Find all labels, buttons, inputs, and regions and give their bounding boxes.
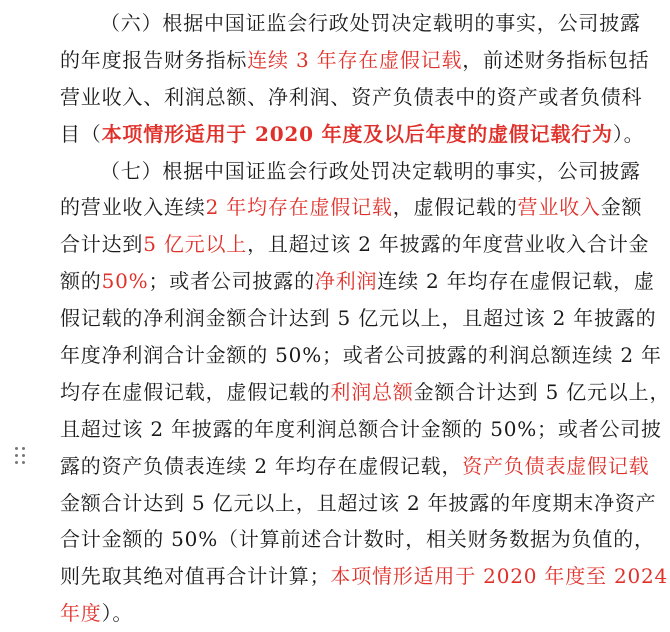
text-line: [60, 300, 657, 337]
document-body: [60, 5, 670, 632]
text-run: 露的资产负债表连续 2 年均存在虚假记载，: [60, 453, 463, 478]
text-run: ，前述财务指标包括: [462, 47, 650, 72]
text-run: 额的: [60, 269, 102, 294]
highlighted-text: 资产负债表虚假记载: [462, 453, 650, 478]
text-line: [60, 189, 643, 226]
text-line: [60, 595, 620, 632]
text-run: 假记载的净利润金额合计达到 5 亿元以上，且超过该 2 年披露的: [60, 306, 657, 331]
drag-dot: [15, 447, 18, 450]
text-run: ，且超过该 2 年披露的年度营业收入合计金: [247, 232, 650, 257]
text-line: [60, 263, 655, 300]
text-run: （六）根据中国证监会行政处罚决定载明的事实，公司披露: [100, 11, 641, 35]
text-line: [60, 485, 657, 522]
text-run: （七）根据中国证监会行政处罚决定载明的事实，公司披露: [100, 158, 641, 183]
text-run: 目（: [60, 121, 102, 146]
drag-dot: [22, 447, 25, 450]
text-run: 金额: [600, 195, 643, 220]
text-run: 则先取其绝对值再合计计算；: [60, 564, 331, 589]
drag-handle-icon[interactable]: [14, 446, 28, 466]
text-run: 营业收入、利润总额、净利润、资产负债表中的资产或者负债科: [60, 84, 643, 109]
text-run: 连续 2 年均存在虚假记载，虚: [377, 269, 655, 294]
text-run: 的年度报告财务指标: [60, 47, 248, 72]
text-line: [60, 153, 641, 190]
text-run: ；或者公司披露的: [148, 269, 315, 294]
text-line: [60, 521, 655, 558]
highlighted-text: 利润总额: [330, 379, 414, 404]
highlighted-text: 5 亿元以上: [143, 232, 248, 257]
paragraph-7: [60, 153, 670, 632]
text-line: [60, 116, 645, 153]
drag-dot: [15, 454, 18, 457]
highlighted-text: 2 年均存在虚假记载: [205, 195, 393, 220]
drag-dot: [22, 454, 25, 457]
highlighted-text: 50%: [101, 269, 149, 294]
text-line: [60, 5, 641, 42]
paragraph-6: [60, 5, 650, 153]
text-run: 合计金额的 50%（计算前述合计数时，相关财务数据为负值的，: [60, 527, 655, 552]
drag-dot: [15, 461, 18, 464]
highlighted-text: 连续 3 年存在虚假记载: [247, 47, 463, 72]
text-line: [60, 411, 662, 448]
highlighted-text: 本项情形适用于 2020 年度至 2024: [330, 564, 669, 589]
text-line: [60, 42, 650, 79]
text-run: 年度净利润合计金额的 50%；或者公司披露的利润总额连续 2 年: [60, 343, 662, 368]
text-run: ）。: [101, 601, 134, 626]
text-run: 且超过该 2 年披露的年度利润总额合计金额的 50%；或者公司披: [60, 416, 662, 441]
text-run: 的营业收入连续: [60, 195, 206, 220]
text-line: [60, 448, 650, 485]
text-run: 金额合计达到 5 亿元以上，: [413, 379, 670, 404]
text-line: [60, 558, 669, 595]
text-run: ，虚假记载的: [392, 195, 518, 220]
text-run: 均存在虚假记载，虚假记载的: [60, 379, 331, 404]
text-run: 合计达到: [60, 232, 144, 257]
text-run: 金额合计达到 5 亿元以上，且超过该 2 年披露的年度期末净资产: [60, 490, 657, 515]
highlighted-text: 净利润: [314, 269, 378, 294]
text-line: [60, 337, 662, 374]
text-line: [60, 374, 670, 411]
text-run: ）。: [612, 121, 645, 146]
highlighted-text: 年度: [60, 601, 102, 626]
highlighted-text: 营业收入: [517, 195, 601, 220]
text-line: [60, 79, 643, 116]
text-line: [60, 226, 650, 263]
highlighted-text: 本项情形适用于 2020 年度及以后年度的虚假记载行为: [101, 121, 613, 146]
drag-dot: [22, 461, 25, 464]
